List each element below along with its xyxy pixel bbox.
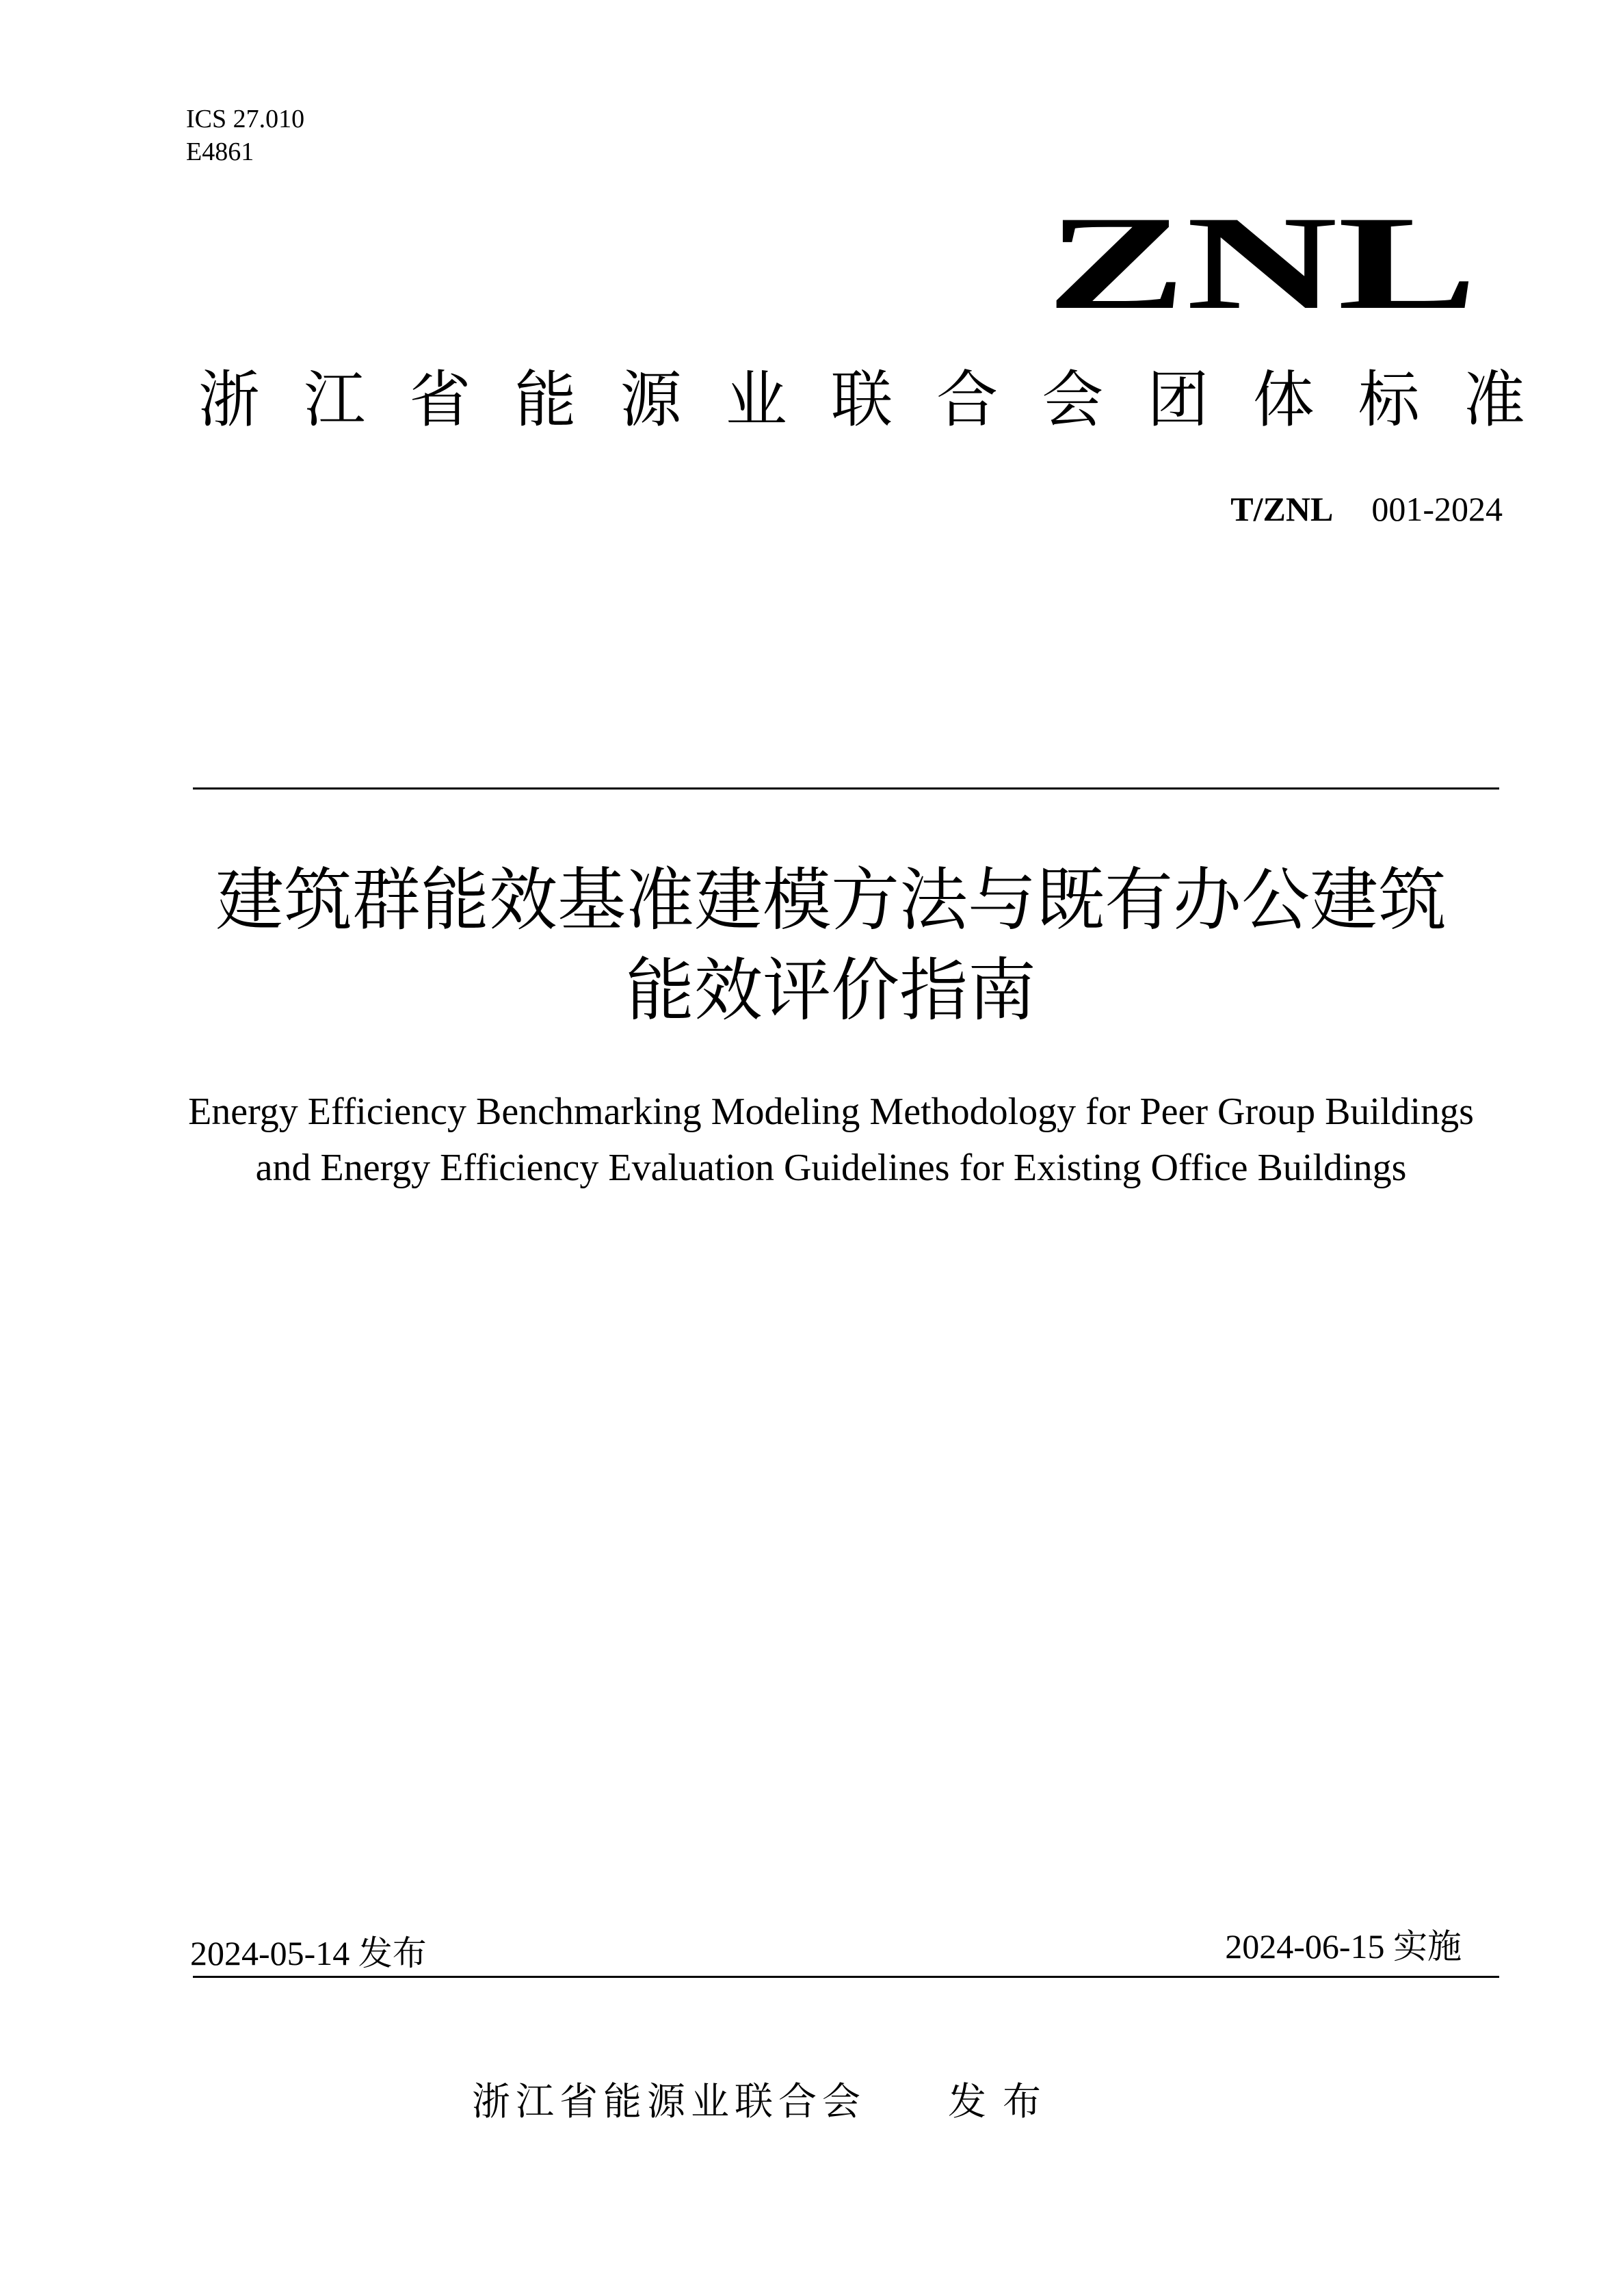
org-title-char: 会 [1042, 364, 1104, 436]
org-title-char: 源 [620, 364, 682, 436]
org-title-char: 团 [1147, 364, 1209, 436]
bottom-divider [193, 1976, 1499, 1978]
chinese-title [137, 855, 1525, 1036]
znl-logo-text: ZNL [1046, 193, 1477, 330]
standard-code: T/ZNL [1230, 490, 1334, 528]
org-title-char: 体 [1252, 364, 1315, 436]
org-title-char: 准 [1463, 364, 1525, 436]
org-title-char: 标 [1358, 364, 1420, 436]
top-divider [193, 787, 1499, 790]
org-title-char: 浙 [198, 364, 260, 436]
publisher-line [472, 2075, 1057, 2130]
org-title-char: 合 [936, 364, 999, 436]
org-title-char: 能 [514, 364, 577, 436]
znl-logo [1046, 193, 1484, 330]
org-title-char: 联 [830, 364, 893, 436]
publisher-organization: 浙江省能源业联合会 [472, 2080, 866, 2124]
ics-block [186, 103, 304, 168]
organization-standard-title [198, 356, 1525, 445]
org-title-char: 江 [304, 364, 366, 436]
ics-code: ICS 27.010 [186, 105, 305, 133]
standard-number-value: 001-2024 [1371, 490, 1503, 528]
english-title [103, 1084, 1559, 1196]
org-title-char: 业 [725, 364, 787, 436]
classification-code: E4861 [186, 138, 254, 166]
publish-date: 2024-05-14 发布 [190, 1934, 427, 1972]
chinese-title-line-2: 能效评价指南 [626, 950, 1036, 1030]
english-title-line-1: Energy Efficiency Benchmarking Modeling Methodology for Peer Group Buildings [188, 1091, 1474, 1133]
chinese-title-line-1: 建筑群能效基准建模方法与既有办公建筑 [215, 860, 1447, 940]
org-title-char: 省 [409, 364, 471, 436]
publisher-action: 发布 [948, 2080, 1057, 2124]
implementation-date: 2024-06-15 实施 [1225, 1927, 1462, 1966]
english-title-line-2: and Energy Efficiency Evaluation Guidelines for Existing Office Buildings [255, 1147, 1407, 1189]
standard-number [1230, 487, 1503, 531]
